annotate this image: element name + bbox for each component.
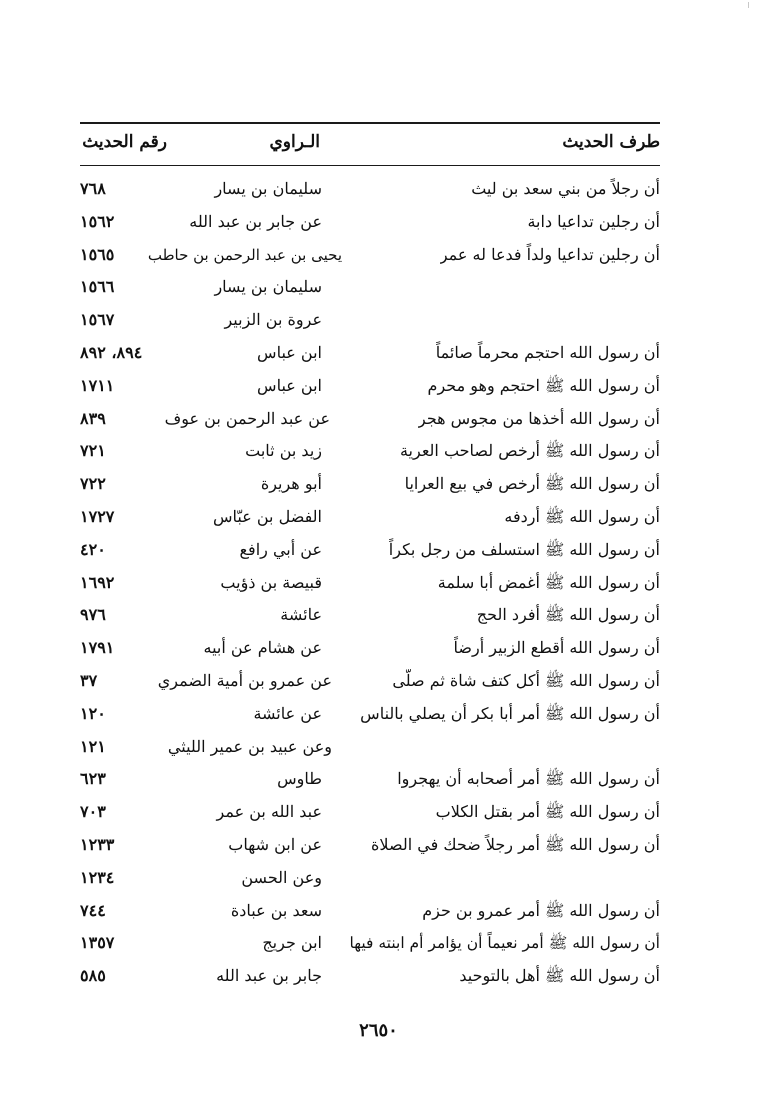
number-cell: ١٧١١ xyxy=(80,375,115,395)
narrator-cell: عبد الله بن عمر xyxy=(216,802,322,822)
table-row xyxy=(80,240,660,273)
number-cell: ١٢١ xyxy=(80,736,106,756)
number-cell: ٨٩٤، ٨٩٢ xyxy=(80,342,143,362)
narrator-cell: طاوس xyxy=(277,769,322,789)
table-row xyxy=(80,568,660,601)
number-cell: ٧٤٤ xyxy=(80,900,106,920)
number-cell: ٧٢٢ xyxy=(80,474,106,494)
table-row xyxy=(80,928,660,961)
table-row xyxy=(80,535,660,568)
number-cell: ٤٢٠ xyxy=(80,539,106,559)
narrator-cell: جابر بن عبد الله xyxy=(216,966,322,986)
table-row xyxy=(80,633,660,666)
number-cell: ٩٧٦ xyxy=(80,605,106,625)
narrator-cell: عائشة xyxy=(280,605,322,625)
hadith-cell: أن رجلاً من بني سعد بن ليث xyxy=(471,179,660,198)
hadith-cell: أن رسول الله أقطع الزبير أرضاً xyxy=(453,638,660,658)
header-rule xyxy=(80,165,660,166)
hadith-cell: أن رسول الله ﷺ استسلف من رجل بكراً xyxy=(388,539,660,559)
number-cell: ١٥٦٧ xyxy=(80,310,115,330)
header-number: رقم الحديث xyxy=(82,132,167,152)
hadith-cell: أن رسول الله ﷺ احتجم وهو محرم xyxy=(427,375,660,395)
number-cell: ٧٠٣ xyxy=(80,802,106,822)
hadith-cell: أن رسول الله ﷺ أمر رجلاً ضحك في الصلاة xyxy=(371,834,660,854)
hadith-cell: أن رسول الله ﷺ أمر نعيماً أن يؤامر أم ابنته فيها xyxy=(349,934,660,953)
hadith-cell: أن رسول الله ﷺ أهل بالتوحيد xyxy=(459,966,660,986)
hadith-cell: أن رسول الله ﷺ أمر أبا بكر أن يصلي بالناس xyxy=(360,703,660,723)
narrator-cell: عن ابن شهاب xyxy=(228,834,322,854)
narrator-cell: عروة بن الزبير xyxy=(224,310,322,330)
narrator-cell: عن عائشة xyxy=(253,703,322,723)
number-cell: ٣٧ xyxy=(80,670,98,690)
header-narrator: الـراوي xyxy=(269,132,320,152)
number-cell: ١٥٦٢ xyxy=(80,211,115,231)
table-row xyxy=(80,305,660,338)
table-row xyxy=(80,699,660,732)
narrator-cell: وعن الحسن xyxy=(241,867,322,887)
index-table xyxy=(80,174,660,994)
number-cell: ٦٢٣ xyxy=(80,769,106,789)
hadith-cell: أن رسول الله ﷺ أردفه xyxy=(504,506,660,526)
number-cell: ٨٣٩ xyxy=(80,408,106,428)
number-cell: ١٦٩٢ xyxy=(80,572,115,592)
narrator-cell: يحيى بن عبد الرحمن بن حاطب xyxy=(147,245,342,264)
narrator-cell: عن عمرو بن أمية الضمري xyxy=(157,670,332,690)
table-row xyxy=(80,896,660,929)
hadith-cell: أن رسول الله ﷺ أفرد الحج xyxy=(476,605,660,625)
number-cell: ١٢٣٤ xyxy=(80,867,115,887)
hadith-cell: أن رسول الله ﷺ أكل كتف شاة ثم صلّى xyxy=(392,670,660,690)
narrator-cell: سليمان بن يسار xyxy=(214,179,322,198)
narrator-cell: عن جابر بن عبد الله xyxy=(189,211,322,231)
table-header xyxy=(80,128,660,162)
table-row xyxy=(80,961,660,994)
narrator-cell: ابن جريج xyxy=(262,933,322,953)
hadith-cell: أن رسول الله ﷺ أغمض أبا سلمة xyxy=(437,572,660,592)
corner-mark xyxy=(738,2,749,8)
number-cell: ١٥٦٦ xyxy=(80,277,115,297)
number-cell: ١٢٣٣ xyxy=(80,834,115,854)
narrator-cell: الفضل بن عبّاس xyxy=(213,506,322,526)
hadith-cell: أن رجلين تداعيا ولداً فدعا له عمر xyxy=(439,244,660,264)
table-row xyxy=(80,863,660,896)
number-cell: ٥٨٥ xyxy=(80,966,106,986)
narrator-cell: سليمان بن يسار xyxy=(214,277,322,297)
narrator-cell: زيد بن ثابت xyxy=(245,441,322,461)
narrator-cell: عن عبد الرحمن بن عوف xyxy=(164,408,330,428)
hadith-cell: أن رسول الله ﷺ أمر بقتل الكلاب xyxy=(435,802,660,822)
hadith-cell: أن رسول الله ﷺ أرخص في بيع العرايا xyxy=(404,474,660,494)
table-row xyxy=(80,404,660,437)
narrator-cell: ابن عباس xyxy=(257,342,322,362)
narrator-cell: عن أبي رافع xyxy=(239,539,322,559)
narrator-cell: أبو هريرة xyxy=(260,474,322,494)
top-rule xyxy=(80,122,660,124)
narrator-cell: عن هشام عن أبيه xyxy=(203,638,322,658)
number-cell: ١٥٦٥ xyxy=(80,244,115,264)
number-cell: ١٧٢٧ xyxy=(80,506,115,526)
table-row xyxy=(80,272,660,305)
table-row xyxy=(80,764,660,797)
number-cell: ١٧٩١ xyxy=(80,638,115,658)
table-row xyxy=(80,830,660,863)
hadith-cell: أن رسول الله ﷺ أمر عمرو بن حزم xyxy=(422,900,660,920)
page-number: ٢٦٥٠ xyxy=(359,1020,398,1041)
hadith-cell: أن رسول الله ﷺ أمر أصحابه أن يهجروا xyxy=(397,769,660,789)
number-cell: ١٣٥٧ xyxy=(80,933,115,953)
table-row xyxy=(80,207,660,240)
table-row xyxy=(80,469,660,502)
table-row xyxy=(80,600,660,633)
number-cell: ١٢٠ xyxy=(80,703,106,723)
narrator-cell: وعن عبيد بن عمير الليثي xyxy=(167,736,332,756)
table-row xyxy=(80,502,660,535)
hadith-cell: أن رجلين تداعيا دابة xyxy=(527,211,660,231)
narrator-cell: سعد بن عبادة xyxy=(230,900,322,920)
table-row xyxy=(80,371,660,404)
number-cell: ٧٢١ xyxy=(80,441,106,461)
table-row xyxy=(80,732,660,765)
hadith-cell: أن رسول الله أخذها من مجوس هجر xyxy=(417,408,660,428)
table-row xyxy=(80,436,660,469)
table-row xyxy=(80,666,660,699)
table-row xyxy=(80,338,660,371)
table-row xyxy=(80,174,660,207)
table-row xyxy=(80,797,660,830)
hadith-cell: أن رسول الله ﷺ أرخص لصاحب العرية xyxy=(399,441,660,461)
narrator-cell: ابن عباس xyxy=(257,375,322,395)
narrator-cell: قبيصة بن ذؤيب xyxy=(220,572,322,592)
header-hadith: طرف الحديث xyxy=(562,132,660,152)
hadith-cell: أن رسول الله احتجم محرماً صائماً xyxy=(435,342,660,362)
number-cell: ٧٦٨ xyxy=(80,179,106,198)
